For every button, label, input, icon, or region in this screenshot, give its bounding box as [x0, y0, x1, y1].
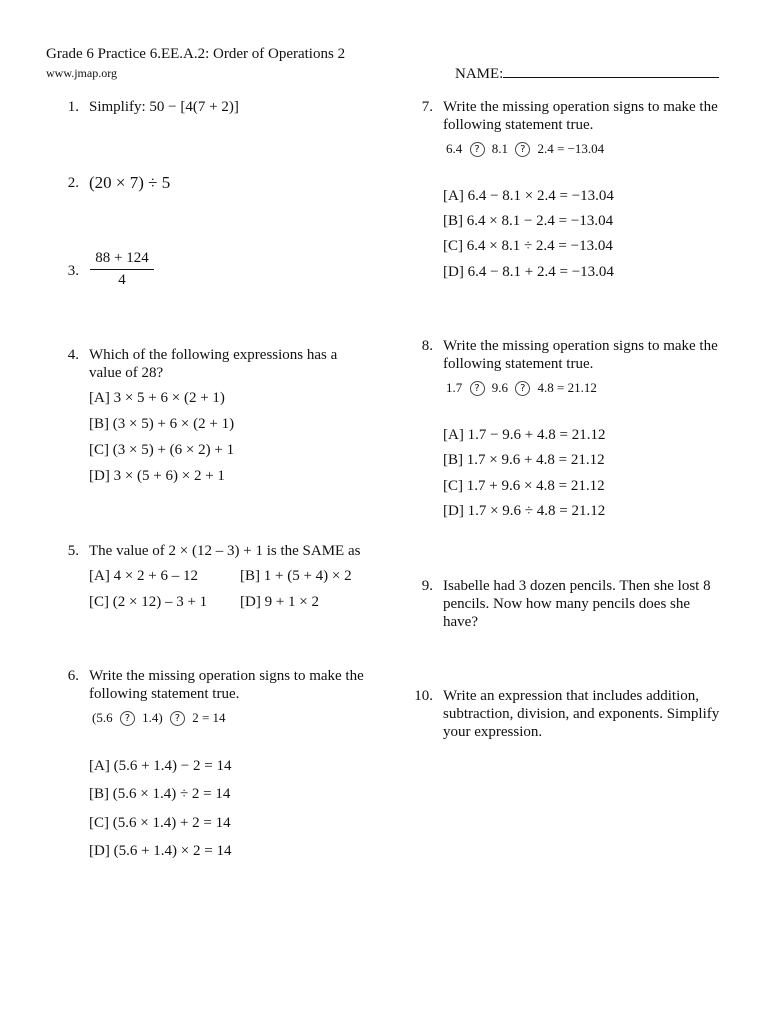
question-text-line: Which of the following expressions has a	[89, 347, 338, 363]
fraction	[90, 250, 154, 289]
question-circle-icon: ?	[515, 381, 530, 396]
question-circle-icon: ?	[120, 711, 135, 726]
question-number: 4.	[67, 347, 79, 363]
expression	[92, 710, 226, 726]
question-text-line: value of 28?	[89, 365, 164, 381]
question-text-line: have?	[443, 614, 478, 630]
question-circle-icon: ?	[515, 142, 530, 157]
question-text-line: Write the missing operation signs to make the	[443, 338, 718, 354]
option-d[interactable]: [D] 3 × (5 + 6) × 2 + 1	[89, 468, 225, 484]
option-a[interactable]: [A] (5.6 + 1.4) − 2 = 14	[89, 758, 232, 774]
expression	[446, 380, 597, 396]
question-5	[67, 542, 361, 560]
question-4	[67, 346, 338, 382]
question-10	[414, 687, 720, 741]
question-text-line: Write the missing operation signs to make the	[89, 668, 364, 684]
question-number: 3.	[67, 263, 79, 279]
expression	[446, 141, 604, 157]
option-d[interactable]: [D] 6.4 − 8.1 + 2.4 = −13.04	[443, 264, 614, 280]
option-a[interactable]: [A] 6.4 − 8.1 × 2.4 = −13.04	[443, 188, 614, 204]
question-text: (20 × 7) ÷ 5	[89, 173, 171, 192]
question-circle-icon: ?	[470, 142, 485, 157]
page-title: Grade 6 Practice 6.EE.A.2: Order of Operations 2	[46, 46, 346, 62]
option-d[interactable]: [D] 1.7 × 9.6 ÷ 4.8 = 21.12	[443, 503, 606, 519]
question-number: 1.	[67, 99, 79, 115]
question-number: 10.	[414, 688, 433, 704]
question-1	[67, 98, 239, 116]
question-number: 2.	[67, 175, 79, 191]
question-text-line: following statement true.	[89, 686, 240, 702]
option-d[interactable]: [D] 9 + 1 × 2	[240, 594, 319, 610]
question-number: 8.	[421, 338, 433, 354]
question-text-line: Write the missing operation signs to make the	[443, 99, 718, 115]
question-7	[421, 98, 718, 134]
question-text-line: your expression.	[443, 724, 543, 740]
question-number: 7.	[421, 99, 433, 115]
expr-part: 8.1	[491, 141, 508, 156]
option-c[interactable]: [C] (5.6 × 1.4) + 2 = 14	[89, 815, 231, 831]
question-number: 9.	[421, 578, 433, 594]
expr-part: 4.8 = 21.12	[537, 380, 597, 395]
source-url: www.jmap.org	[46, 66, 117, 80]
option-a[interactable]: [A] 4 × 2 + 6 – 12	[89, 568, 198, 584]
name-field[interactable]	[455, 63, 719, 83]
expr-part: 2.4 = −13.04	[537, 141, 605, 156]
option-c[interactable]: [C] 6.4 × 8.1 ÷ 2.4 = −13.04	[443, 238, 613, 254]
option-c[interactable]: [C] (2 × 12) – 3 + 1	[89, 594, 208, 610]
option-a[interactable]: [A] 1.7 − 9.6 + 4.8 = 21.12	[443, 427, 606, 443]
option-c[interactable]: [C] (3 × 5) + (6 × 2) + 1	[89, 442, 235, 458]
question-text-line: Write an expression that includes addition,	[443, 688, 699, 704]
question-8	[421, 337, 718, 373]
question-9	[421, 577, 711, 631]
question-text-line: Isabelle had 3 dozen pencils. Then she lost 8	[443, 578, 711, 594]
name-label: NAME:	[455, 66, 504, 82]
name-blank-line[interactable]	[503, 63, 719, 78]
option-d[interactable]: [D] (5.6 + 1.4) × 2 = 14	[89, 843, 232, 859]
option-a[interactable]: [A] 3 × 5 + 6 × (2 + 1)	[89, 390, 225, 406]
expr-part: 1.4)	[142, 710, 163, 725]
question-text: The value of 2 × (12 – 3) + 1 is the SAME as	[89, 543, 361, 559]
question-2	[67, 173, 171, 192]
question-text-line: following statement true.	[443, 356, 594, 372]
question-text-line: subtraction, division, and exponents. Simplify	[443, 706, 720, 722]
fraction-denominator: 4	[118, 272, 126, 288]
question-text-line: following statement true.	[443, 117, 594, 133]
question-text: Simplify: 50 − [4(7 + 2)]	[89, 99, 239, 115]
question-circle-icon: ?	[170, 711, 185, 726]
question-number: 6.	[67, 668, 79, 684]
expr-part: 9.6	[491, 380, 508, 395]
question-circle-icon: ?	[470, 381, 485, 396]
option-b[interactable]: [B] 1.7 × 9.6 + 4.8 = 21.12	[443, 452, 605, 468]
question-text-line: pencils. Now how many pencils does she	[443, 596, 691, 612]
expr-part: (5.6	[92, 710, 113, 725]
question-number: 5.	[67, 543, 79, 559]
option-c[interactable]: [C] 1.7 + 9.6 × 4.8 = 21.12	[443, 478, 605, 494]
option-b[interactable]: [B] (3 × 5) + 6 × (2 + 1)	[89, 416, 235, 432]
expr-part: 2 = 14	[192, 710, 226, 725]
expr-part: 6.4	[446, 141, 463, 156]
option-b[interactable]: [B] 6.4 × 8.1 − 2.4 = −13.04	[443, 213, 614, 229]
option-b[interactable]: [B] 1 + (5 + 4) × 2	[240, 568, 352, 584]
option-b[interactable]: [B] (5.6 × 1.4) ÷ 2 = 14	[89, 786, 231, 802]
expr-part: 1.7	[446, 380, 463, 395]
question-6	[67, 667, 364, 703]
fraction-numerator: 88 + 124	[90, 250, 154, 270]
